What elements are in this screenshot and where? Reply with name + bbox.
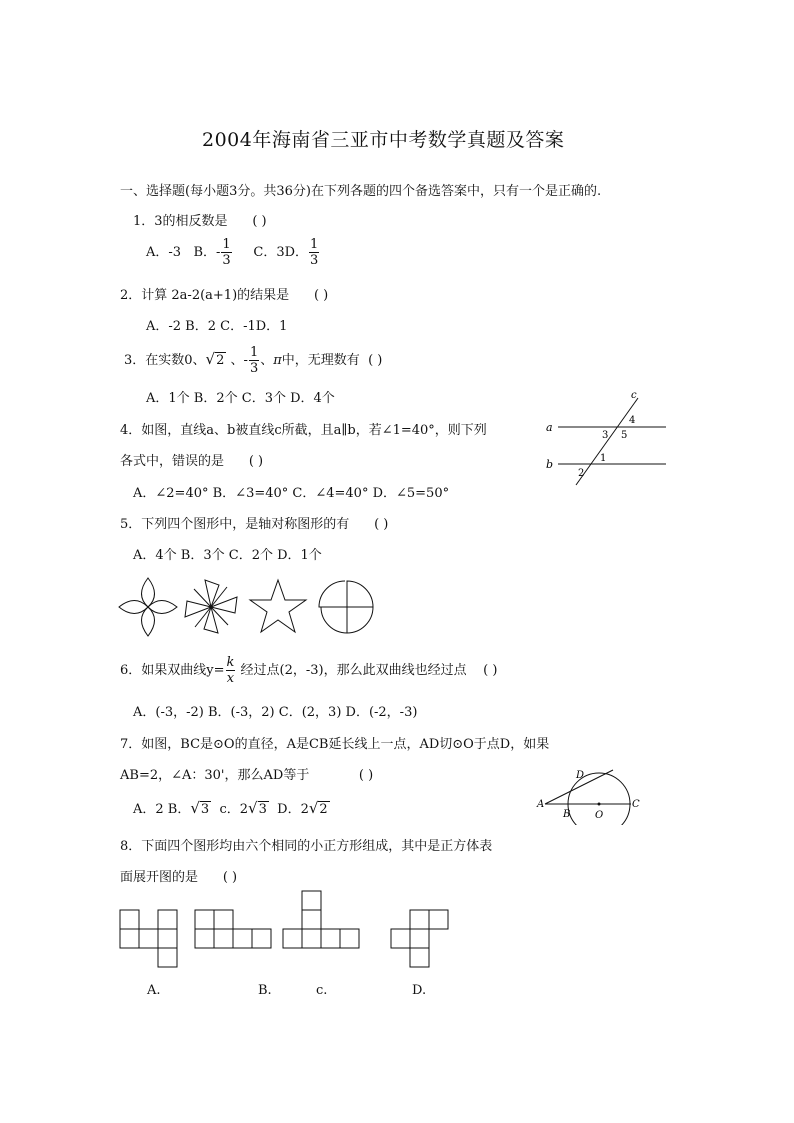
label-A: A xyxy=(537,799,545,810)
question-3-options: A．1个 B．2个 C．3个 D．4个 xyxy=(146,391,335,406)
question-4-options: A．∠2=40° B．∠3=40° C．∠4=40° D．∠5=50° xyxy=(133,486,450,501)
page-title: 2004年海南省三亚市中考数学真题及答案 xyxy=(202,129,565,151)
net-a-shape xyxy=(120,910,177,967)
question-4-line-2: 各式中，错误的是 ( ) xyxy=(120,454,264,469)
question-7-line-2: AB=2，∠A：30'，那么AD等于 ( ) xyxy=(120,768,374,783)
question-6-stem: 6．如果双曲线y= $\frac{k}{x}$ 经过点(2，-3)，那么此双曲线也经过点 ( ) xyxy=(120,655,498,686)
symmetry-figures xyxy=(115,575,385,645)
four-petal-flower-shape xyxy=(119,578,177,636)
net-label-c: c. xyxy=(316,983,328,998)
question-4-line-1: 4．如图，直线a、b被直线c所截，且a∥b，若∠1=40°，则下列 xyxy=(120,423,487,438)
answer-paren: ( ) xyxy=(252,214,267,229)
label-O: O xyxy=(595,810,604,821)
question-7-options: A．2 B．√3 c．2√3 D．2√2 xyxy=(133,799,328,817)
question-7-line-1: 7．如图，BC是⊙O的直径，A是CB延长线上一点，AD切⊙O于点D，如果 xyxy=(120,737,550,752)
label-1: 1 xyxy=(600,453,607,464)
label-c: c xyxy=(631,390,637,401)
net-label-a: A. xyxy=(147,983,161,998)
question-8-line-2: 面展开图的是 ( ) xyxy=(120,870,238,885)
question-2-stem: 2．计算 2a-2(a+1)的结果是 ( ) xyxy=(120,288,329,303)
question-5-stem: 5．下列四个图形中，是轴对称图形的有 ( ) xyxy=(120,517,389,532)
fraction: $\frac{1}{3}$ xyxy=(310,237,319,268)
fraction: $\frac{k}{x}$ xyxy=(226,655,235,686)
question-1-options: A．-3 B．- $\frac{1}{3}$ C．3D． $\frac{1}{3}$ xyxy=(146,237,319,268)
label-3: 3 xyxy=(602,430,609,441)
quarter-circle-pinwheel-shape xyxy=(319,581,373,633)
net-label-b: B. xyxy=(258,983,272,998)
question-2-options: A．-2 B．2 C．-1D．1 xyxy=(146,319,288,334)
question-3-stem: 3．在实数0、√2 、- $\frac{1}{3}$ 、π中，无理数有 ( ) xyxy=(124,345,383,376)
label-b: b xyxy=(546,458,554,471)
question-6-options: A．(-3，-2) B．(-3，2) C．(2，3) D．(-2，-3) xyxy=(133,705,418,720)
fraction: $\frac{1}{3}$ xyxy=(249,345,259,376)
question-1-stem: 1．3的相反数是 ( ) xyxy=(133,214,267,229)
net-label-d: D. xyxy=(412,983,427,998)
question-5-options: A．4个 B．3个 C．2个 D．1个 xyxy=(133,548,322,563)
label-5: 5 xyxy=(621,430,628,441)
net-d-shape xyxy=(391,910,448,967)
label-C: C xyxy=(632,799,640,810)
label-B: B xyxy=(563,809,571,820)
parallel-lines-figure xyxy=(540,388,670,488)
label-2: 2 xyxy=(578,468,585,479)
label-4: 4 xyxy=(629,415,636,426)
net-b-shape xyxy=(195,910,271,948)
circle-tangent-figure xyxy=(535,765,650,825)
label-D: D xyxy=(576,770,585,781)
question-8-line-1: 8．下面四个图形均由六个相同的小正方形组成，其中是正方体表 xyxy=(120,839,493,854)
label-a: a xyxy=(546,421,553,434)
net-c-shape xyxy=(283,891,359,948)
pinwheel-shape xyxy=(185,580,237,633)
fraction: $\frac{1}{3}$ xyxy=(222,237,231,268)
cube-net-figures xyxy=(115,890,460,970)
star-shape xyxy=(250,580,306,632)
section-heading: 一、选择题(每小题3分。共36分)在下列各题的四个备选答案中，只有一个是正确的. xyxy=(120,184,602,199)
